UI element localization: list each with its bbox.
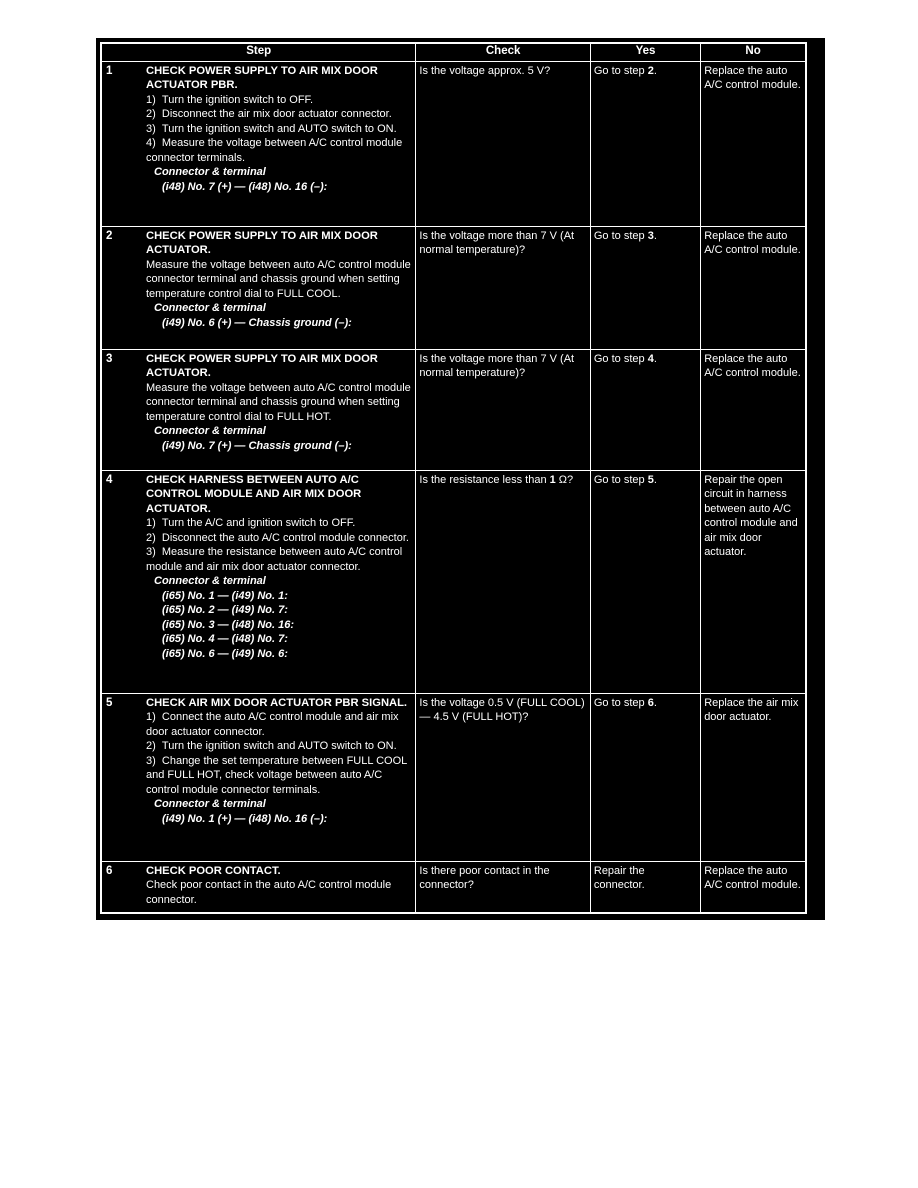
terminal-line: (i49) No. 6 (+) — Chassis ground (–): (162, 316, 352, 329)
check-text: Is the resistance less than 1 Ω? (419, 473, 574, 486)
header-check: Check (416, 43, 590, 61)
terminal-line: (i65) No. 6 — (i49) No. 6: (162, 647, 288, 660)
step-title: CHECK HARNESS BETWEEN AUTO A/C CONTROL MODULE AND AIR MIX DOOR ACTUATOR. (146, 473, 362, 515)
terminal-line: (i49) No. 7 (+) — Chassis ground (–): (162, 439, 352, 452)
table-row (101, 693, 806, 861)
terminal-line: (i65) No. 3 — (i48) No. 16: (162, 618, 295, 631)
step-cell (101, 61, 416, 226)
no-cell (701, 226, 806, 349)
table-row (101, 861, 806, 913)
step-instruction: 3) Change the set temperature between FULL COOL and FULL HOT, check voltage between auto A/C control module connector terminals. (146, 754, 407, 796)
header-yes: Yes (590, 43, 700, 61)
no-cell (701, 693, 806, 861)
step-body (146, 516, 411, 574)
yes-cell (590, 470, 700, 693)
step-instruction: 2) Disconnect the auto A/C control module connector. (146, 531, 409, 544)
terminal-line: (i65) No. 4 — (i48) No. 7: (162, 633, 288, 645)
step-cell (101, 349, 416, 470)
step-instruction: 4) Measure the voltage between A/C control module connector terminals. (146, 137, 403, 164)
step-body (146, 381, 411, 425)
step-number: 6 (106, 864, 113, 877)
step-number: 2 (106, 229, 113, 242)
step-instruction: 3) Measure the resistance between auto A/C control module and air mix door actuator connector. (146, 546, 403, 573)
check-cell (416, 693, 590, 861)
header-row (101, 43, 806, 61)
yes-text: Go to step 4. (593, 352, 657, 365)
step-instruction: Measure the voltage between auto A/C control module connector terminal and chassis ground when setting temperature control dial to FULL HOT. (146, 381, 411, 423)
step-number: 5 (106, 696, 113, 709)
no-cell (701, 349, 806, 470)
step-instruction: 1) Connect the auto A/C control module and air mix door actuator connector. (146, 711, 399, 738)
header-step: Step (101, 43, 416, 61)
yes-cell (590, 61, 700, 226)
step-cell (101, 226, 416, 349)
yes-cell (590, 861, 700, 913)
step-number: 1 (106, 64, 113, 77)
yes-text: Repair the connector. (593, 864, 645, 891)
step-title: CHECK POWER SUPPLY TO AIR MIX DOOR ACTUATOR. (146, 352, 378, 379)
step-title: CHECK POWER SUPPLY TO AIR MIX DOOR ACTUATOR PBR. (146, 64, 378, 91)
table-block (96, 38, 825, 920)
check-cell (416, 226, 590, 349)
no-cell (701, 861, 806, 913)
table-row (101, 61, 806, 226)
terminal-line: (i49) No. 1 (+) — (i48) No. 16 (–): (162, 812, 328, 825)
no-text: Replace the auto A/C control module. (704, 352, 801, 379)
connector-terminal-label: Connector & terminal (154, 302, 266, 314)
step-body (146, 878, 411, 907)
table-row (101, 470, 806, 693)
step-instruction: 2) Disconnect the air mix door actuator connector. (146, 108, 392, 120)
no-text: Replace the auto A/C control module. (704, 229, 801, 256)
step-title: CHECK POOR CONTACT. (146, 864, 281, 877)
connector-terminal-label: Connector & terminal (154, 575, 266, 587)
check-text: Is the voltage approx. 5 V? (419, 64, 551, 77)
yes-cell (590, 349, 700, 470)
step-body (146, 258, 411, 302)
step-instruction: 1) Turn the ignition switch to OFF. (146, 93, 314, 106)
check-text: Is the voltage more than 7 V (At normal temperature)? (419, 352, 575, 379)
terminal-line: (i65) No. 2 — (i49) No. 7: (162, 604, 288, 616)
step-body (146, 710, 411, 797)
diagnostic-table (100, 42, 807, 914)
step-number: 4 (106, 473, 113, 486)
step-instruction: 3) Turn the ignition switch and AUTO switch to ON. (146, 122, 397, 135)
step-instruction: 2) Turn the ignition switch and AUTO switch to ON. (146, 740, 397, 752)
step-instruction: 1) Turn the A/C and ignition switch to OFF. (146, 517, 356, 529)
yes-text: Go to step 6. (593, 696, 657, 709)
step-title: CHECK POWER SUPPLY TO AIR MIX DOOR ACTUATOR. (146, 229, 378, 256)
step-cell (101, 693, 416, 861)
check-cell (416, 349, 590, 470)
no-text: Repair the open circuit in harness between auto A/C control module and air mix door actuator. (704, 473, 798, 558)
step-title: CHECK AIR MIX DOOR ACTUATOR PBR SIGNAL. (146, 696, 408, 709)
header-no: No (701, 43, 806, 61)
step-cell (101, 861, 416, 913)
step-body (146, 93, 411, 166)
table-row (101, 226, 806, 349)
check-text: Is the voltage more than 7 V (At normal temperature)? (419, 229, 575, 256)
step-instruction: Check poor contact in the auto A/C control module connector. (146, 879, 392, 906)
check-text: Is there poor contact in the connector? (419, 864, 550, 891)
check-cell (416, 61, 590, 226)
check-cell (416, 470, 590, 693)
table-row (101, 349, 806, 470)
yes-cell (590, 693, 700, 861)
yes-text: Go to step 5. (593, 473, 657, 486)
yes-text: Go to step 2. (593, 64, 657, 77)
step-number: 3 (106, 352, 113, 365)
no-cell (701, 470, 806, 693)
no-text: Replace the air mix door actuator. (704, 696, 799, 723)
terminal-line: (i48) No. 7 (+) — (i48) No. 16 (–): (162, 180, 328, 193)
step-instruction: Measure the voltage between auto A/C control module connector terminal and chassis ground when setting temperature control dial to FULL COOL. (146, 258, 411, 300)
step-cell (101, 470, 416, 693)
yes-cell (590, 226, 700, 349)
connector-terminal-label: Connector & terminal (154, 425, 266, 437)
check-cell (416, 861, 590, 913)
no-text: Replace the auto A/C control module. (704, 864, 801, 891)
check-text: Is the voltage 0.5 V (FULL COOL) — 4.5 V (FULL HOT)? (419, 696, 585, 723)
no-text: Replace the auto A/C control module. (704, 64, 801, 91)
terminal-line: (i65) No. 1 — (i49) No. 1: (162, 589, 288, 602)
no-cell (701, 61, 806, 226)
connector-terminal-label: Connector & terminal (154, 798, 266, 810)
yes-text: Go to step 3. (593, 229, 657, 242)
connector-terminal-label: Connector & terminal (154, 166, 266, 178)
